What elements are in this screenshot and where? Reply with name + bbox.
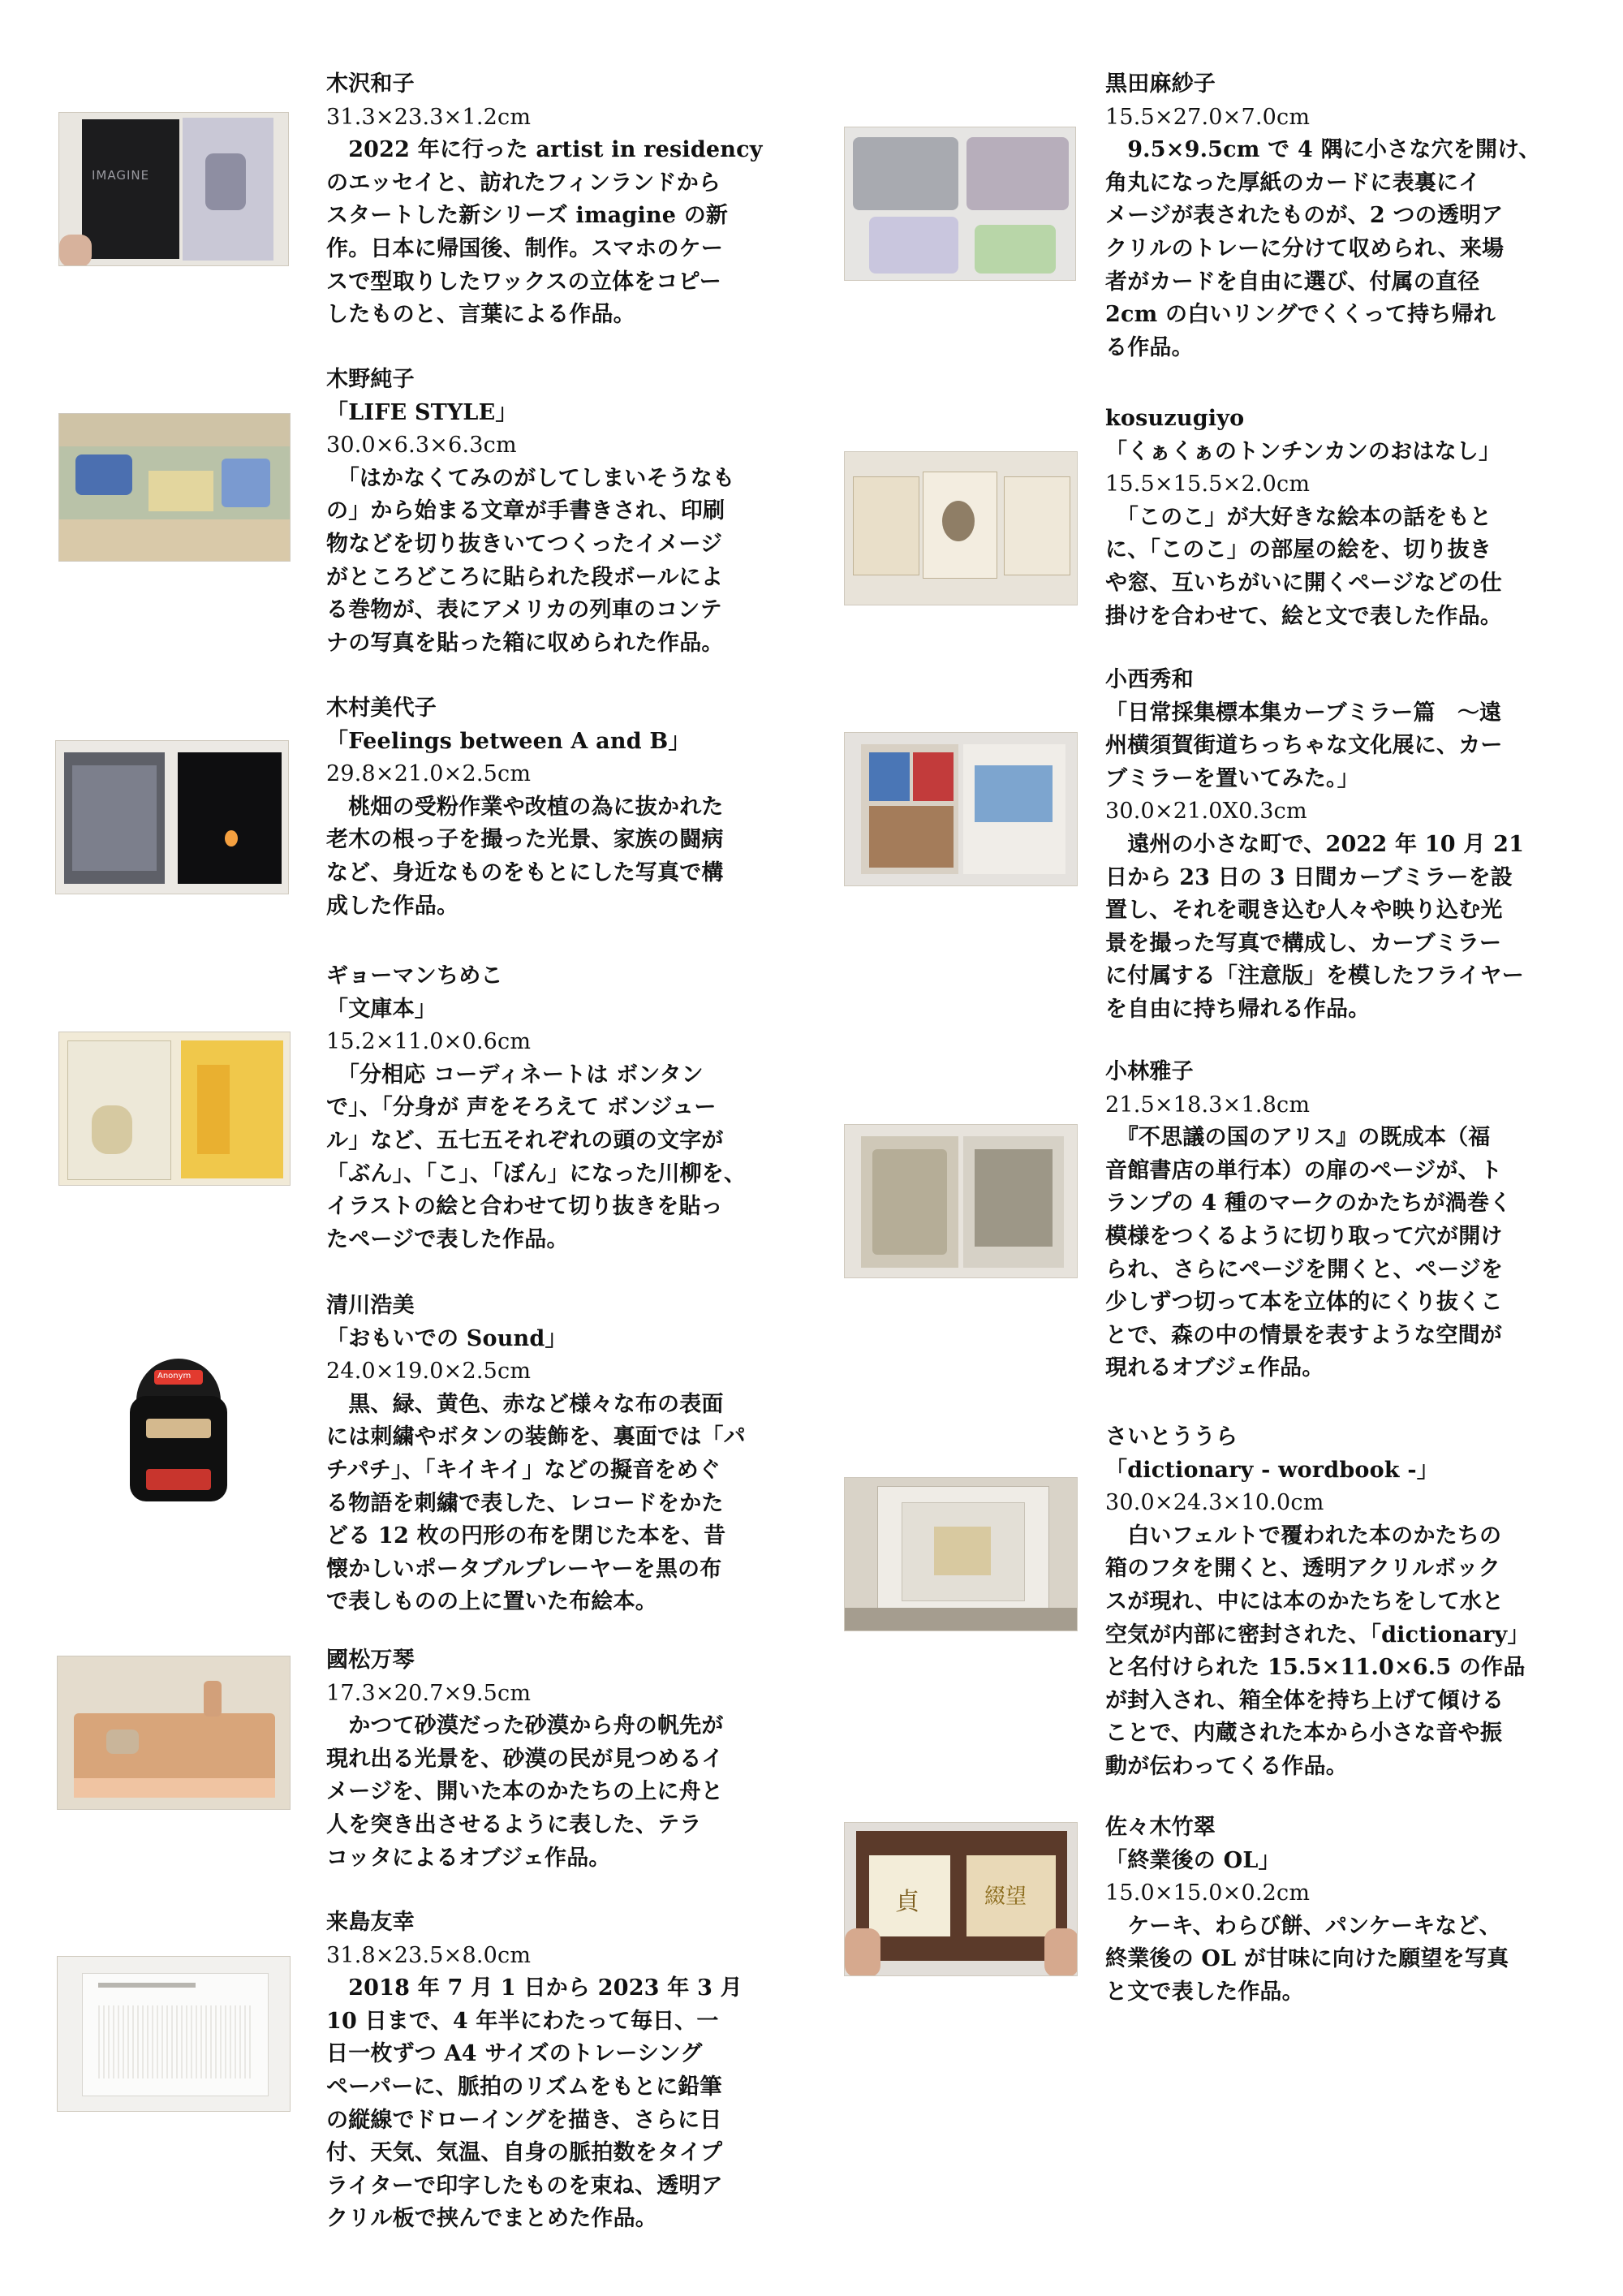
artwork-title: 「LIFE STYLE」: [326, 399, 518, 425]
desc-line: る物語を刺繍で表した、レコードをかた: [326, 1490, 724, 1516]
desc-line: ライターで印字したものを束ね、透明ア: [326, 2173, 723, 2199]
desc-line: 日から 23 日の 3 日間カーブミラーを設: [1105, 864, 1513, 890]
artwork-photo: [58, 1032, 291, 1186]
artist-name: 木野純子: [326, 367, 415, 392]
desc-line: ランプの 4 種のマークのかたちが渦巻く: [1105, 1191, 1512, 1217]
artwork-photo: [844, 1124, 1078, 1278]
artwork-size: 24.0×19.0×2.5cm: [326, 1359, 532, 1385]
desc-line: 終業後の OL が甘味に向けた願望を写真: [1105, 1946, 1509, 1972]
desc-line: スで型取りしたワックスの立体をコピー: [326, 269, 721, 295]
artwork-photo: [844, 732, 1078, 886]
desc-line: と名付けられた 15.5×11.0×6.5 の作品: [1105, 1655, 1526, 1681]
desc-line: 動が伝わってくる作品。: [1105, 1753, 1348, 1779]
artist-name: ギョーマンちめこ: [326, 963, 503, 989]
desc-line: メージが表されたものが、2 つの透明ア: [1105, 203, 1504, 229]
desc-line: したものと、言葉による作品。: [326, 302, 635, 328]
artwork-photo: [58, 413, 291, 562]
desc-line: ナの写真を貼った箱に収められた作品。: [326, 630, 724, 656]
desc-line: がところどころに貼られた段ボールによ: [326, 564, 724, 590]
artwork-title: 「くぁくぁのトンチンカンのおはなし」: [1105, 438, 1501, 464]
desc-line: で」、「分身が 声をそろえて ボンジュー: [326, 1095, 717, 1121]
desc-line: どる 12 枚の円形の布を閉じた本を、昔: [326, 1523, 726, 1549]
artwork-size: 15.2×11.0×0.6cm: [326, 1029, 532, 1055]
artist-name: 小林雅子: [1105, 1059, 1194, 1084]
artwork-title: 「Feelings between A and B」: [326, 728, 691, 754]
artwork-photo: [844, 1822, 1078, 1976]
desc-line: や窓、互いちがいに開くページなどの仕: [1105, 570, 1503, 596]
desc-line: 「このこ」が大好きな絵本の話をもと: [1105, 504, 1492, 530]
calligraphy-left: 貞: [895, 1888, 919, 1916]
desc-line: など、身近なものをもとにした写真で構: [326, 859, 724, 885]
desc-line: たページで表した作品。: [326, 1226, 569, 1252]
artist-name: kosuzugiyo: [1105, 406, 1245, 431]
desc-line: 空気が内部に密封された、「dictionary」: [1105, 1622, 1530, 1648]
artist-name: 来島友幸: [326, 1910, 415, 1935]
artwork-size: 30.0×24.3×10.0cm: [1105, 1490, 1324, 1516]
artwork-photo: [844, 451, 1078, 605]
artwork-photo: [122, 1347, 235, 1510]
desc-line: ペーパーに、脈拍のリズムをもとに鉛筆: [326, 2074, 722, 2100]
desc-line: には刺繍やボタンの装飾を、裏面では「パ: [326, 1424, 746, 1450]
artist-name: 清川浩美: [326, 1293, 415, 1318]
desc-line: 角丸になった厚紙のカードに表裏にイ: [1105, 170, 1481, 196]
artwork-size: 17.3×20.7×9.5cm: [326, 1680, 532, 1706]
desc-line: 現れ出る光景を、砂漠の民が見つめるイ: [326, 1746, 724, 1772]
desc-line: 懐かしいポータブルプレーヤーを黒の布: [326, 1556, 722, 1582]
desc-line: る作品。: [1105, 334, 1194, 360]
desc-line: とで、森の中の情景を表すような空間が: [1105, 1322, 1503, 1348]
desc-line: のエッセイと、訪れたフィンランドから: [326, 170, 721, 196]
artist-name: 小西秀和: [1105, 667, 1194, 692]
artwork-size: 30.0×21.0X0.3cm: [1105, 799, 1307, 825]
artist-name: 黒田麻紗子: [1105, 71, 1216, 97]
artwork-size: 21.5×18.3×1.8cm: [1105, 1092, 1311, 1118]
desc-line: 付、天気、気温、自身の脈拍数をタイプ: [326, 2140, 723, 2166]
desc-line: チパチ」、「キイキイ」などの擬音をめぐ: [326, 1457, 721, 1483]
desc-line: に、「このこ」の部屋の絵を、切り抜き: [1105, 537, 1492, 563]
artwork-size: 30.0×6.3×6.3cm: [326, 433, 517, 459]
desc-line: 箱のフタを開くと、透明アクリルボック: [1105, 1556, 1500, 1582]
artist-name: 木沢和子: [326, 71, 415, 97]
desc-line: 現れるオブジェ作品。: [1105, 1355, 1324, 1381]
desc-line: 「ぶん」、「こ」、「ぼん」になった川柳を、: [326, 1161, 747, 1187]
desc-line: 2cm の白いリングでくくって持ち帰れ: [1105, 302, 1496, 328]
desc-line: かつて砂漠だった砂漠から舟の帆先が: [326, 1713, 724, 1739]
desc-line: 音館書店の単行本）の扉のページが、ト: [1105, 1157, 1503, 1183]
desc-line: 遠州の小さな町で、2022 年 10 月 21: [1105, 831, 1525, 857]
artwork-size: 15.5×15.5×2.0cm: [1105, 472, 1311, 498]
desc-line: 人を突き出させるように表した、テラ: [326, 1811, 702, 1837]
desc-line: 模様をつくるように切り取って穴が開け: [1105, 1223, 1503, 1249]
desc-line: の縦線でドローイングを描き、さらに日: [326, 2107, 722, 2133]
artwork-photo: [844, 127, 1076, 281]
calligraphy-right: 綴望: [984, 1885, 1027, 1909]
artist-name: さいとううら: [1105, 1424, 1238, 1450]
desc-line: イラストの絵と合わせて切り抜きを貼っ: [326, 1194, 723, 1220]
artist-name: 佐々木竹翠: [1105, 1815, 1216, 1840]
artwork-title: 「終業後の OL」: [1105, 1847, 1281, 1873]
artwork-photo: [55, 740, 289, 894]
desc-line: スタートした新シリーズ imagine の新: [326, 203, 729, 229]
desc-line: スが現れ、中には本のかたちをして水と: [1105, 1588, 1505, 1614]
desc-line: 9.5×9.5cm で 4 隅に小さな穴を開け、: [1105, 137, 1541, 163]
artwork-photo: [844, 1477, 1078, 1631]
desc-line: ことで、内蔵された本から小さな音や振: [1105, 1721, 1503, 1747]
desc-line: 日一枚ずつ A4 サイズのトレーシング: [326, 2041, 703, 2067]
artwork-size: 15.5×27.0×7.0cm: [1105, 104, 1311, 130]
artwork-title: 州横須賀街道ちっちゃな文化展に、カー: [1105, 733, 1503, 759]
desc-line: 作。日本に帰国後、制作。スマホのケー: [326, 235, 724, 261]
desc-line: 桃畑の受粉作業や改植の為に抜かれた: [326, 794, 724, 820]
cover-title: IMAGINE: [92, 168, 150, 183]
artwork-size: 29.8×21.0×2.5cm: [326, 761, 532, 787]
desc-line: 10 日まで、4 年半にわたって毎日、一: [326, 2008, 719, 2034]
desc-line: に付属する「注意版」を模したフライヤー: [1105, 963, 1524, 989]
desc-line: ケーキ、わらび餅、パンケーキなど、: [1105, 1913, 1501, 1939]
desc-line: を自由に持ち帰れる作品。: [1105, 996, 1371, 1022]
desc-line: 物などを切り抜きいてつくったイメージ: [326, 531, 723, 557]
desc-line: が封入され、箱全体を持ち上げて傾ける: [1105, 1687, 1505, 1713]
desc-line: 「はかなくてみのがしてしまいそうなも: [326, 465, 735, 491]
desc-line: 少しずつ切って本を立体的にくり抜くこ: [1105, 1290, 1503, 1316]
desc-line: 者がカードを自由に選び、付属の直径: [1105, 269, 1480, 295]
desc-line: 景を撮った写真で構成し、カーブミラー: [1105, 930, 1502, 956]
desc-line: と文で表した作品。: [1105, 1979, 1304, 2005]
desc-line: クリル板で挟んでまとめた作品。: [326, 2206, 657, 2232]
desc-line: 成した作品。: [326, 893, 459, 919]
artwork-title: ブミラーを置いてみた。」: [1105, 765, 1359, 791]
artwork-title: 「文庫本」: [326, 996, 437, 1022]
desc-line: 老木の根っ子を撮った光景、家族の闘病: [326, 827, 724, 853]
desc-line: で表しものの上に置いた布絵本。: [326, 1589, 657, 1615]
artwork-title: 「dictionary - wordbook -」: [1105, 1457, 1439, 1483]
artwork-title: 「おもいでの Sound」: [326, 1325, 567, 1351]
artwork-photo: [58, 112, 289, 266]
artwork-photo: [57, 1656, 291, 1810]
desc-line: 黒、緑、黄色、赤など様々な布の表面: [326, 1391, 724, 1417]
desc-line: ル」など、五七五それぞれの頭の文字が: [326, 1127, 724, 1153]
artwork-size: 31.3×23.3×1.2cm: [326, 104, 532, 130]
record-label: Anonym: [157, 1372, 192, 1381]
desc-line: 白いフェルトで覆われた本のかたちの: [1105, 1523, 1502, 1549]
desc-line: の」から始まる文章が手書きされ、印刷: [326, 498, 725, 524]
desc-line: クリルのトレーに分けて収められ、来場: [1105, 235, 1505, 261]
desc-line: 「分相応 コーディネートは ボンタン: [326, 1062, 704, 1088]
desc-line: 2018 年 7 月 1 日から 2023 年 3 月: [326, 1975, 743, 2001]
desc-line: 『不思議の国のアリス』の既成本（福: [1105, 1125, 1491, 1151]
desc-line: コッタによるオブジェ作品。: [326, 1845, 611, 1871]
desc-line: 置し、それを覗き込む人々や映り込む光: [1105, 898, 1503, 924]
artwork-title: 「日常採集標本集カーブミラー篇 ～遠: [1105, 700, 1502, 726]
artwork-size: 31.8×23.5×8.0cm: [326, 1942, 532, 1968]
desc-line: メージを、開いた本のかたちの上に舟と: [326, 1779, 724, 1805]
artist-name: 木村美代子: [326, 696, 437, 721]
desc-line: 2022 年に行った artist in residency: [326, 137, 763, 163]
desc-line: 掛けを合わせて、絵と文で表した作品。: [1105, 603, 1503, 629]
artwork-size: 15.0×15.0×0.2cm: [1105, 1880, 1311, 1906]
artist-name: 國松万琴: [326, 1648, 415, 1673]
artwork-photo: [57, 1956, 291, 2112]
desc-line: る巻物が、表にアメリカの列車のコンテ: [326, 597, 722, 623]
desc-line: られ、さらにページを開くと、ページを: [1105, 1256, 1504, 1282]
